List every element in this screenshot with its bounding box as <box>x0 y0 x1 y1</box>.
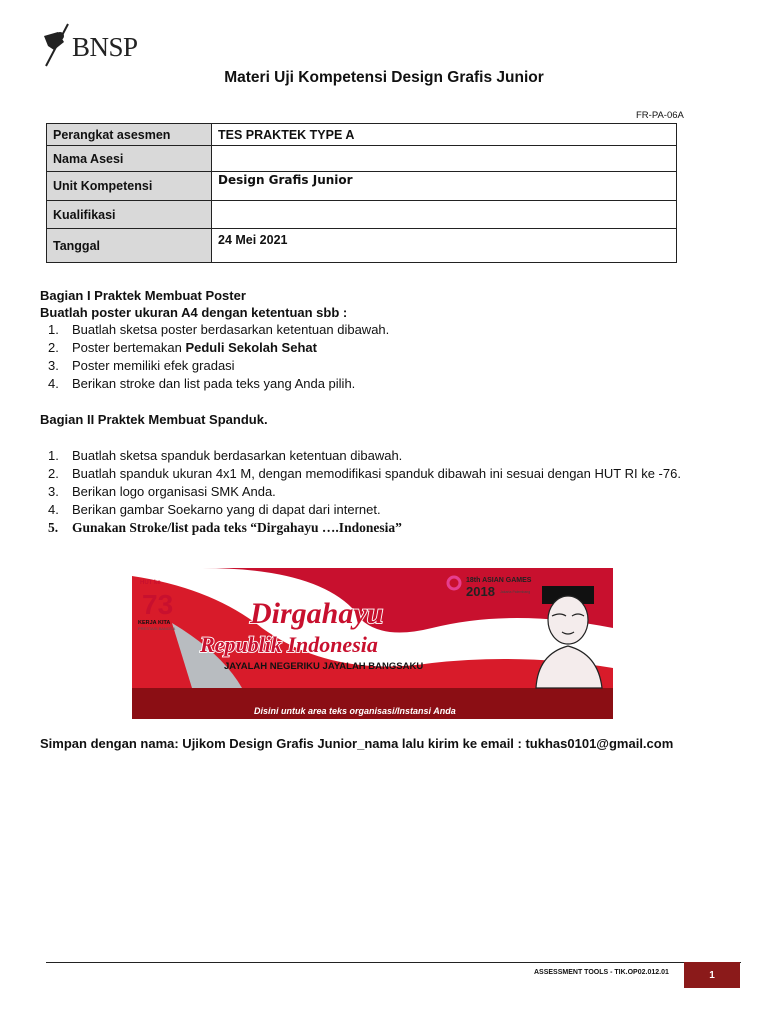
label-unit: Unit Kompetensi <box>47 172 212 201</box>
banner-placeholder: Disini untuk area teks organisasi/Instansi Anda <box>254 706 456 716</box>
part2-heading: Bagian II Praktek Membuat Spanduk. <box>40 412 268 427</box>
label-kualifikasi: Kualifikasi <box>47 201 212 229</box>
asian-games-year: 2018 <box>466 584 495 599</box>
hut-number: 73 <box>142 589 174 620</box>
info-table <box>46 123 677 263</box>
asian-games-city: Jakarta Palembang <box>500 590 531 594</box>
page-number-badge: 1 <box>684 962 740 988</box>
value-kualifikasi[interactable] <box>212 201 677 229</box>
part1-heading: Bagian I Praktek Membuat Poster <box>40 288 246 303</box>
item-text: Gunakan Stroke/list pada teks “Dirgahayu ….Indonesia” <box>72 520 402 535</box>
item-text: Berikan logo organisasi SMK Anda. <box>72 484 276 499</box>
logo-text: BNSP <box>72 32 138 62</box>
list-item <box>40 447 720 465</box>
item-number: 4. <box>48 502 59 517</box>
banner-line2: Republik Indonesia <box>200 632 378 657</box>
banner-image <box>132 568 613 719</box>
item-text: Berikan stroke dan list pada teks yang Anda pilih. <box>72 376 356 391</box>
item-number: 1. <box>48 322 59 337</box>
banner-line1: Dirgahayu <box>250 597 384 630</box>
item-text: Berikan gambar Soekarno yang di dapat dari internet. <box>72 502 381 517</box>
list-item <box>40 321 389 339</box>
item-number: 2. <box>48 466 59 481</box>
part2-list <box>40 447 720 537</box>
item-number: 2. <box>48 340 59 355</box>
item-text: Buatlah spanduk ukuran 4x1 M, dengan memodifikasi spanduk dibawah ini sesuai dengan HUT RI ke -76. <box>72 466 681 481</box>
list-item <box>40 519 720 537</box>
part1-list <box>40 321 389 393</box>
item-number: 3. <box>48 358 59 373</box>
item-text: Poster memiliki efek gradasi <box>72 358 235 373</box>
item-text: Buatlah sketsa poster berdasarkan ketentuan dibawah. <box>72 322 390 337</box>
value-tanggal: 24 Mei 2021 <box>212 229 677 263</box>
list-item <box>40 339 389 357</box>
list-item <box>40 501 720 519</box>
item-number: 5. <box>48 520 59 535</box>
hut-slogan: KERJA KITA <box>138 620 171 626</box>
list-item <box>40 483 720 501</box>
footer-label: ASSESSMENT TOOLS - TIK.OP02.012.01 <box>534 969 669 976</box>
form-code: FR-PA-06A <box>636 110 684 121</box>
item-number: 4. <box>48 376 59 391</box>
hut-sub: PRESTASI BANGSA <box>138 626 176 631</box>
hut-label: HUT ke <box>140 580 161 586</box>
item-theme: Peduli Sekolah Sehat <box>185 340 317 355</box>
value-perangkat: TES PRAKTEK TYPE A <box>212 124 677 146</box>
list-item <box>40 357 389 375</box>
footer-divider <box>46 962 741 963</box>
item-text: Poster bertemakan <box>72 340 186 355</box>
asian-games-title: 18th ASIAN GAMES <box>466 577 532 584</box>
label-nama-asesi: Nama Asesi <box>47 146 212 172</box>
item-text: Buatlah sketsa spanduk berdasarkan ketentuan dibawah. <box>72 448 403 463</box>
item-number: 1. <box>48 448 59 463</box>
part1-subheading: Buatlah poster ukuran A4 dengan ketentuan sbb : <box>40 305 348 320</box>
value-nama-asesi[interactable] <box>212 146 677 172</box>
item-number: 3. <box>48 484 59 499</box>
list-item <box>40 375 389 393</box>
value-unit: Design Grafis Junior <box>212 172 677 201</box>
list-item <box>40 465 720 483</box>
label-tanggal: Tanggal <box>47 229 212 263</box>
banner-tagline: JAYALAH NEGERIKU JAYALAH BANGSAKU <box>224 661 424 672</box>
save-instruction: Simpan dengan nama: Ujikom Design Grafis Junior_nama lalu kirim ke email : tukhas0101@gmail.com <box>40 736 674 751</box>
label-perangkat: Perangkat asesmen <box>47 124 212 146</box>
page-title: Materi Uji Kompetensi Design Grafis Junior <box>224 69 544 86</box>
